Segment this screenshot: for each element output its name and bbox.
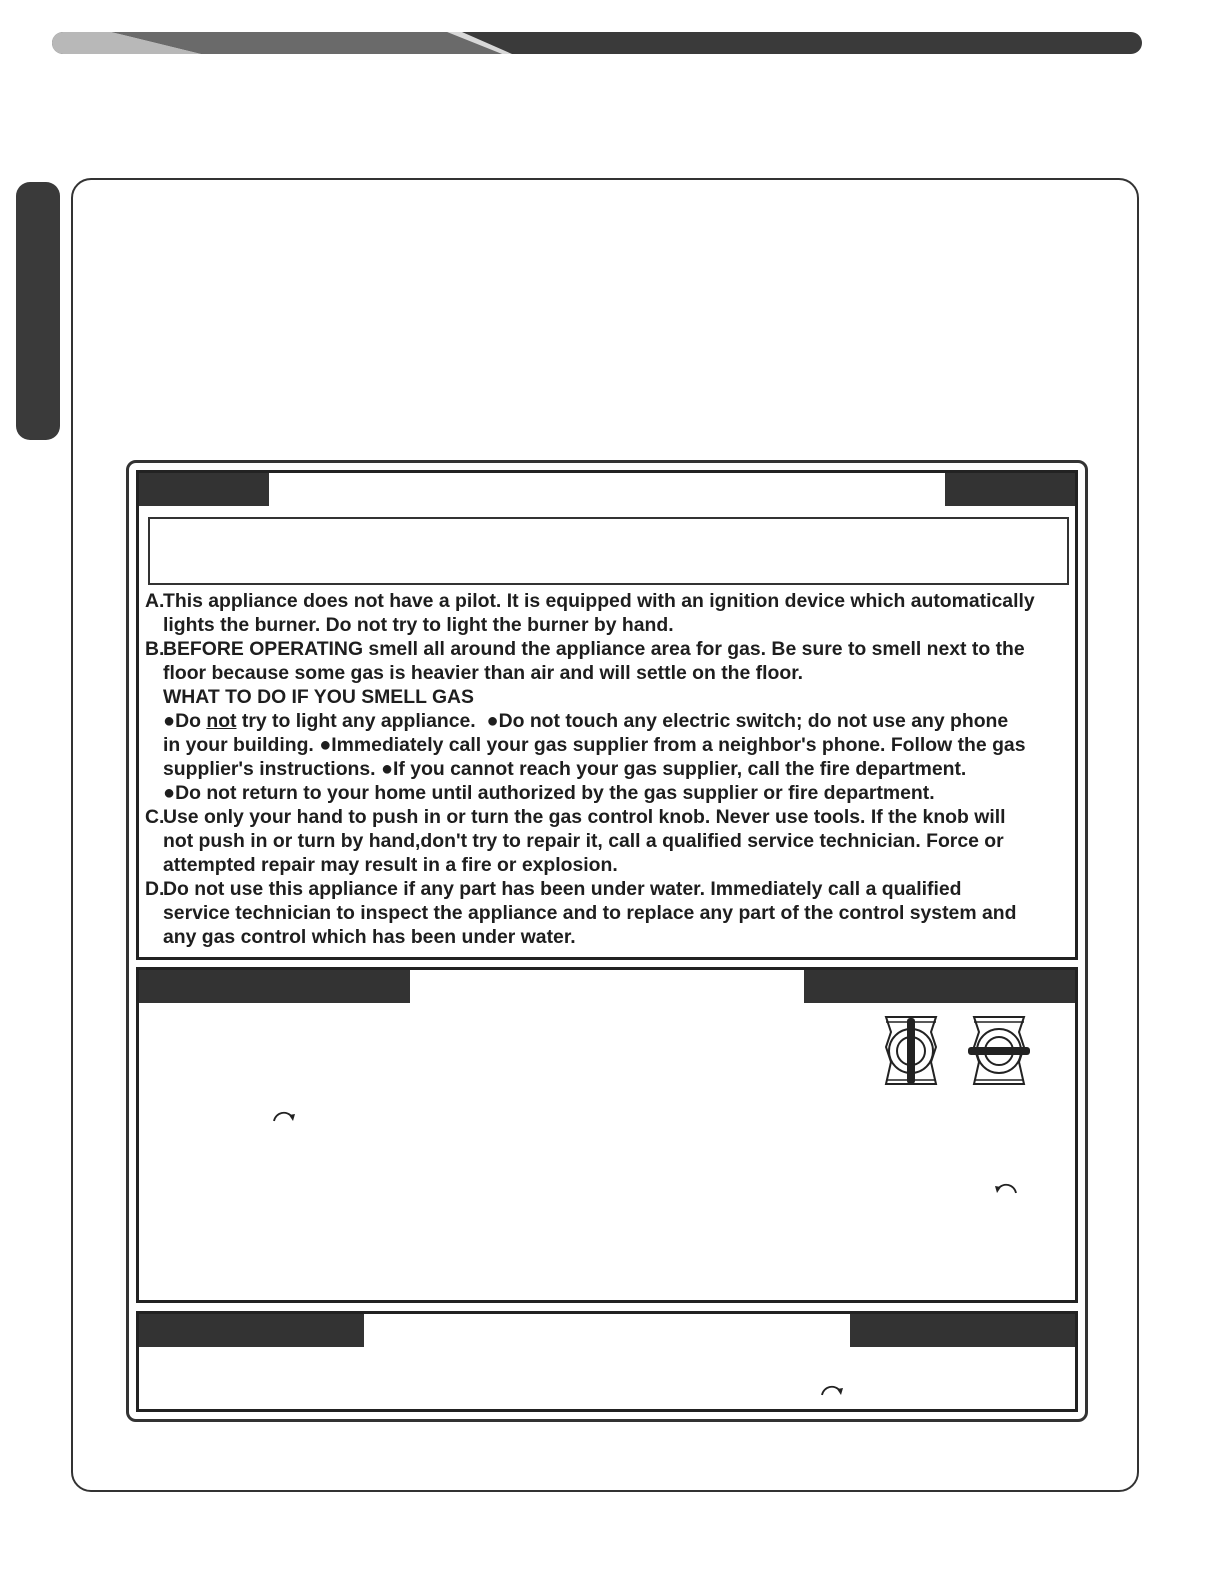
section-header-bar-left: [139, 473, 269, 506]
section-header-bar-right: [804, 970, 1075, 1003]
section-header-bar-left: [139, 970, 410, 1003]
bullet-icon: ●: [486, 710, 499, 732]
bullet4: If you cannot reach your gas supplier, call the fire department.: [393, 758, 967, 780]
clockwise-turn-arrow-icon: [820, 1382, 844, 1398]
bullet-icon: ●: [319, 734, 332, 756]
gas-knob-vertical-icon: [882, 1014, 940, 1088]
bullet2: Do not touch any electric switch; do not use any phone: [498, 710, 1009, 732]
instruction-c-line1: Use only your hand to push in or turn the gas control knob. Never use tools. If the knob will: [163, 806, 1006, 828]
instruction-d-line3: any gas control which has been under water.: [163, 926, 576, 948]
bullet-icon: ●: [380, 758, 394, 780]
bullet3-cont: supplier's instructions.: [163, 758, 376, 780]
instruction-b-line1: BEFORE OPERATING smell all around the appliance area for gas. Be sure to smell next to the: [163, 638, 1025, 660]
bullet5: Do not return to your home until authorized by the gas supplier or fire department.: [175, 782, 935, 804]
section-header-bar-left: [139, 1314, 364, 1347]
warning-box: [148, 517, 1069, 585]
bullet3: Immediately call your gas supplier from a neighbor's phone. Follow the gas: [331, 734, 1026, 756]
instruction-b: [145, 637, 1065, 805]
safety-section: [136, 470, 1078, 960]
instruction-a-line1: This appliance does not have a pilot. It is equipped with an ignition device which automatically: [163, 590, 1035, 612]
bullet-icon: ●: [163, 710, 176, 732]
bullet1-pre: Do: [175, 710, 207, 732]
top-banner: [52, 32, 1142, 54]
section-header-bar-right: [945, 473, 1075, 506]
instruction-letter: D.: [145, 878, 165, 900]
instruction-d-line1: Do not use this appliance if any part has been under water. Immediately call a qualified: [163, 878, 962, 900]
bullet-icon: ●: [163, 782, 176, 804]
instruction-letter: A.: [145, 590, 165, 612]
instruction-c-line3: attempted repair may result in a fire or explosion.: [163, 854, 618, 876]
instruction-letter: B.: [145, 638, 165, 660]
instruction-c-line2: not push in or turn by hand,don't try to repair it, call a qualified service technician. Force or: [163, 830, 1004, 852]
instruction-letter: C.: [145, 806, 165, 828]
instruction-a-line2: lights the burner. Do not try to light the burner by hand.: [163, 614, 674, 636]
side-tab: [16, 182, 60, 440]
instruction-b-line2: floor because some gas is heavier than air and will settle on the floor.: [163, 662, 804, 684]
counterclockwise-turn-arrow-icon: [994, 1180, 1018, 1196]
smell-gas-heading: WHAT TO DO IF YOU SMELL GAS: [163, 686, 474, 708]
instruction-d: [145, 877, 1065, 949]
bullet2-cont: in your building.: [163, 734, 314, 756]
clockwise-turn-arrow-icon: [272, 1108, 296, 1124]
shutoff-section: [136, 1311, 1078, 1412]
safety-instructions: [145, 589, 1065, 949]
bullet1-post: try to light any appliance.: [236, 710, 476, 732]
gas-knob-horizontal-icon: [968, 1014, 1030, 1088]
instruction-c: [145, 805, 1065, 877]
section-header-bar-right: [850, 1314, 1075, 1347]
instruction-d-line2: service technician to inspect the appliance and to replace any part of the control system and: [163, 902, 1017, 924]
instruction-a: [145, 589, 1065, 637]
bullet1-underlined: not: [206, 710, 237, 732]
